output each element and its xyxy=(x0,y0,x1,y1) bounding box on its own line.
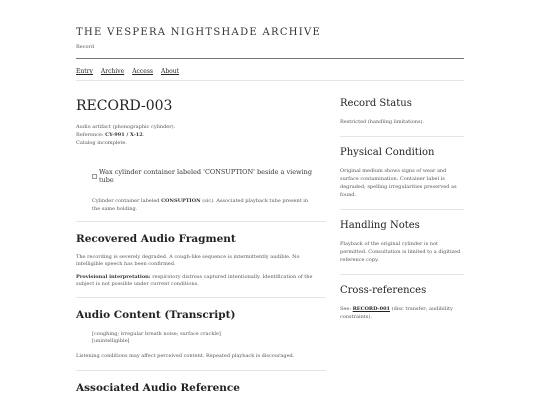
nav-link-access[interactable]: Access xyxy=(132,68,153,75)
xref-text xyxy=(340,305,464,321)
section-divider xyxy=(76,370,326,371)
nav-divider xyxy=(76,80,464,81)
reference-label: Reference: xyxy=(76,132,106,138)
nav-link-entry[interactable]: Entry xyxy=(76,68,93,75)
record-figure xyxy=(92,168,326,184)
transcript-note: Listening conditions may affect perceived content. Repeated playback is discouraged. xyxy=(76,353,295,359)
record-reference xyxy=(76,131,326,139)
caption-bold: CONSUPTION xyxy=(161,198,201,204)
reference-end: . xyxy=(142,132,145,138)
transcript-line: [coughing; irregular breath noise; surface crackle] xyxy=(92,331,221,337)
header-divider xyxy=(76,58,464,59)
condition-text: Original medium shows signs of wear and surface contamination. Container label is degraded; spelling irregularities preserved as found. xyxy=(340,168,457,198)
xref-pre: See: xyxy=(340,306,353,312)
condition-heading: Physical Condition xyxy=(340,147,435,158)
record-title: RECORD-003 xyxy=(76,98,173,114)
section-divider xyxy=(76,297,326,298)
provisional-text: respiratory distress captured intentionally. Identification of the subject is not possible under current conditions. xyxy=(76,274,313,287)
caption-post: (sic). Associated playback tube present in the same holding. xyxy=(92,198,309,212)
status-text: Restricted (handling limitations). xyxy=(340,119,425,125)
section-divider xyxy=(76,221,326,222)
image-alt-text: Wax cylinder container labeled 'CONSUPTION' beside a viewing tube xyxy=(98,168,313,184)
recovered-heading: Recovered Audio Fragment xyxy=(76,233,236,245)
transcript-line: [unintelligible] xyxy=(92,338,130,344)
provisional-label: Provisional interpretation: xyxy=(76,274,151,280)
audio-reference-heading: Associated Audio Reference xyxy=(76,382,240,394)
reference-value: CY-991 / X-12 xyxy=(105,132,143,138)
sidebar-divider xyxy=(340,209,464,210)
sidebar xyxy=(340,98,464,321)
status-heading: Record Status xyxy=(340,98,412,109)
broken-image-icon xyxy=(92,174,97,179)
catalog-note: Catalog incomplete. xyxy=(76,140,127,146)
provisional-paragraph xyxy=(76,274,326,288)
sidebar-divider xyxy=(340,136,464,137)
xref-heading: Cross-references xyxy=(340,285,427,296)
handling-text: Playback of the original cylinder is not permitted. Consultation is limited to a digitized reference copy. xyxy=(340,241,461,263)
main-nav xyxy=(76,68,179,75)
handling-heading: Handling Notes xyxy=(340,220,420,231)
site-subtitle: Record xyxy=(76,44,95,50)
transcript-heading: Audio Content (Transcript) xyxy=(76,309,236,321)
record-meta xyxy=(76,123,326,147)
recovered-paragraph: The recording is severely degraded. A cough-like sequence is intermittently audible. No intelligible speech has been confirmed. xyxy=(76,254,300,267)
transcript-block xyxy=(92,331,326,345)
xref-post: (disc transfer; audibility constraints). xyxy=(340,306,453,320)
nav-link-about[interactable]: About xyxy=(160,68,180,75)
caption-pre: Cylinder container labeled xyxy=(92,198,162,204)
record-type: Audio artifact (phonographic cylinder). xyxy=(76,124,176,130)
site-title: THE VESPERA NIGHTSHADE ARCHIVE xyxy=(76,27,322,38)
figure-caption xyxy=(92,197,317,213)
sidebar-divider xyxy=(340,274,464,275)
record-main xyxy=(76,98,326,394)
xref-link-record-001[interactable]: RECORD-001 xyxy=(352,306,391,312)
nav-link-archive[interactable]: Archive xyxy=(100,68,125,75)
